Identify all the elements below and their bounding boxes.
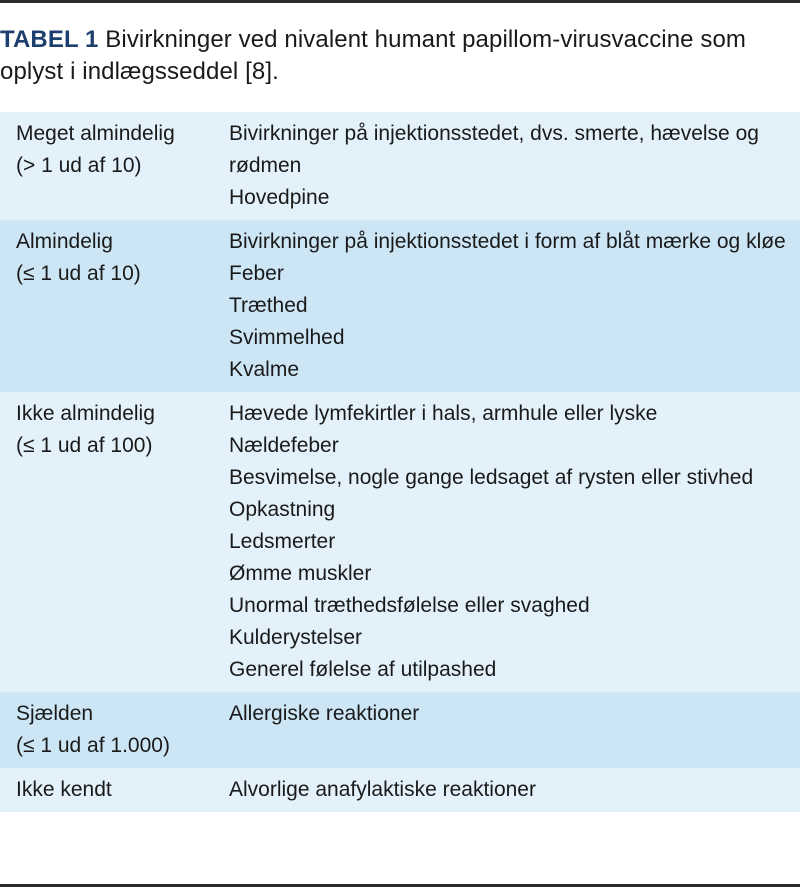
effects-cell <box>227 112 800 220</box>
frequency-range: (≤ 1 ud af 100) <box>16 434 153 457</box>
effect-item: Kvalme <box>229 358 300 381</box>
effect-item: Unormal træthedsfølelse eller svaghed <box>229 594 590 617</box>
table-row-ikke-almindelig <box>0 392 800 692</box>
effects-cell <box>227 392 800 692</box>
effect-item: Ledsmerter <box>229 530 336 553</box>
table-row-ikke-kendt <box>0 768 800 812</box>
caption-label: TABEL 1 <box>0 26 99 53</box>
effect-item: Feber <box>229 262 284 285</box>
table-row-almindelig <box>0 220 800 392</box>
effect-item: Nældefeber <box>229 434 339 457</box>
frequency-label: Almindelig <box>16 230 113 253</box>
effect-item: Besvimelse, nogle gange ledsaget af rysten eller stivhed <box>229 466 754 489</box>
bottom-rule <box>0 884 800 887</box>
frequency-label: Ikke almindelig <box>16 402 155 425</box>
effect-item: Kulderystelser <box>229 626 363 649</box>
frequency-range: (≤ 1 ud af 10) <box>16 262 141 285</box>
effects-cell <box>227 768 800 812</box>
frequency-cell <box>0 220 227 392</box>
effects-cell <box>227 220 800 392</box>
frequency-cell <box>0 392 227 692</box>
frequency-range: (≤ 1 ud af 1.000) <box>16 734 170 757</box>
effect-item: Ømme muskler <box>229 562 372 585</box>
table-row-sjaelden <box>0 692 800 768</box>
effect-item: Bivirkninger på injektionsstedet i form af blåt mærke og kløe <box>229 230 786 253</box>
effects-cell <box>227 692 800 768</box>
frequency-cell <box>0 112 227 220</box>
top-rule <box>0 0 800 3</box>
table-row-meget-almindelig <box>0 112 800 220</box>
frequency-cell <box>0 692 227 768</box>
effect-item: Alvorlige anafylaktiske reaktioner <box>229 778 536 801</box>
table-caption <box>0 24 780 88</box>
effect-item: Træthed <box>229 294 308 317</box>
effect-item: Generel følelse af utilpashed <box>229 658 497 681</box>
effect-item: Hovedpine <box>229 186 330 209</box>
side-effects-table <box>0 112 800 812</box>
frequency-range: (> 1 ud af 10) <box>16 154 142 177</box>
effect-item: Opkastning <box>229 498 336 521</box>
effect-item: Hævede lymfekirtler i hals, armhule eller lyske <box>229 402 658 425</box>
frequency-label: Sjælden <box>16 702 94 725</box>
effect-item: Svimmelhed <box>229 326 345 349</box>
caption-text: Bivirkninger ved nivalent humant papillom-virusvaccine som oplyst i indlægsseddel [8]. <box>0 26 747 85</box>
frequency-cell <box>0 768 227 812</box>
effect-item: Allergiske reaktioner <box>229 702 420 725</box>
effect-item: Bivirkninger på injektionsstedet, dvs. smerte, hævelse og rødmen <box>229 122 759 177</box>
frequency-label: Meget almindelig <box>16 122 175 145</box>
frequency-label: Ikke kendt <box>16 778 112 801</box>
